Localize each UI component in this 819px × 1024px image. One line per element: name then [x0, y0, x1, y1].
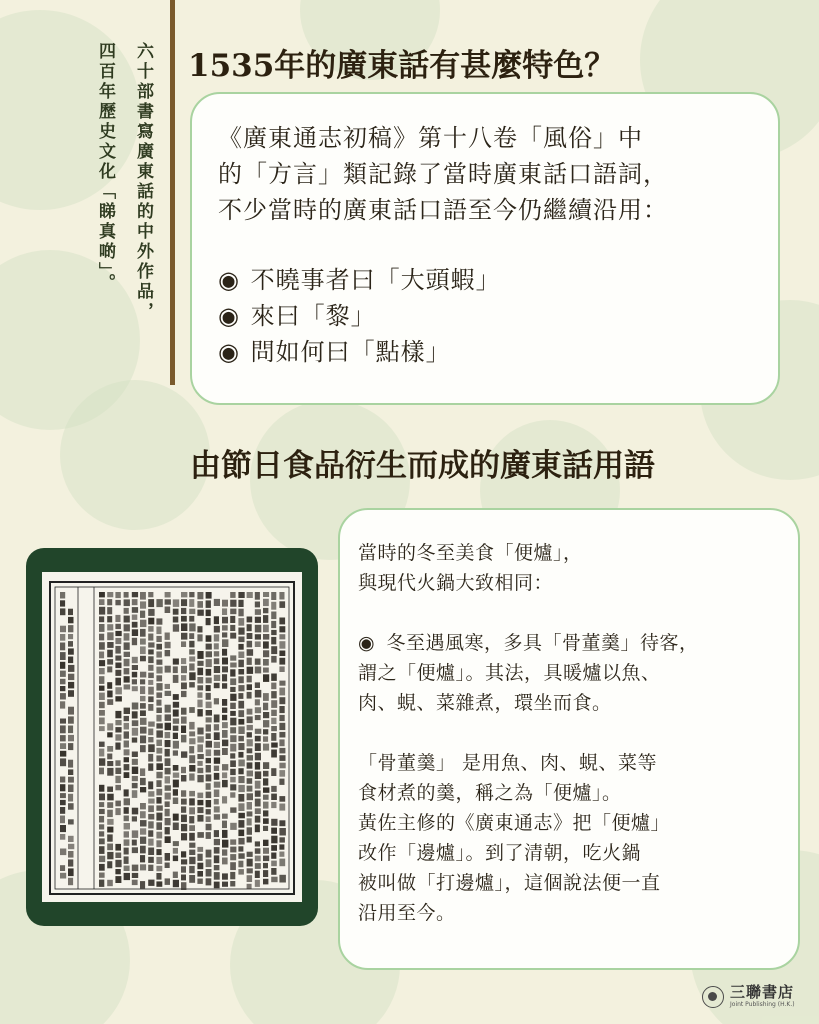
sidebar-tagline-column-2: 四百年歷史文化「睇真啲」。: [95, 42, 115, 294]
bullet-icon: ◉: [218, 302, 240, 330]
section-1-title: 1535年的廣東話有甚麼特色？: [188, 48, 616, 84]
bullet-item: [218, 334, 758, 370]
bullet-text: 問如何曰「點樣」: [250, 338, 451, 366]
festival-food-card: [338, 508, 800, 970]
quote-line: [358, 628, 788, 658]
section-2-title: 由節日食品衍生而成的廣東話用語: [190, 448, 655, 484]
bullet-icon: ◉: [218, 266, 240, 294]
explanation-line: 食材煮的羹，稱之為「便爐」。: [358, 782, 622, 804]
dialect-card: [190, 92, 780, 405]
intro-line: 《廣東通志初稿》第十八卷「風俗」中: [218, 124, 643, 152]
publisher-logo-icon: [702, 986, 724, 1008]
book-scan-frame: [26, 548, 318, 926]
bullet-text: 來曰「黎」: [250, 302, 376, 330]
vertical-divider: [170, 0, 175, 385]
quote-line: 肉、蜆、菜雜煮，環坐而食。: [358, 692, 612, 714]
bullet-text: 不曉事者曰「大頭蝦」: [250, 266, 501, 294]
bullet-item: [218, 298, 758, 334]
quote-text: 冬至遇風寒，多具「骨董羹」待客，: [386, 632, 699, 654]
explanation-line: 「骨董羹」 是用魚、肉、蜆、菜等: [358, 752, 658, 774]
explanation-line: 沿用至今。: [358, 902, 456, 924]
intro-line: 與現代火鍋大致相同：: [358, 572, 554, 594]
publisher-name-en: Joint Publishing (H.K.): [730, 1001, 795, 1008]
publisher-name-cn: 三聯書店: [730, 983, 795, 1001]
bullet-icon: ◉: [358, 632, 376, 654]
publisher-logo: [702, 985, 795, 1008]
intro-line: 的「方言」類記錄了當時廣東話口語詞，: [218, 160, 668, 188]
book-scan-image: [42, 572, 302, 902]
explanation-line: 黃佐主修的《廣東通志》把「便爐」: [358, 812, 671, 834]
intro-line: 不少當時的廣東話口語至今仍繼續沿用：: [218, 196, 668, 224]
explanation-line: 被叫做「打邊爐」，這個說法便一直: [358, 872, 661, 894]
sidebar-tagline-column-1: 六十部書寫廣東話的中外作品，: [133, 42, 153, 322]
bullet-icon: ◉: [218, 338, 240, 366]
explanation-line: 改作「邊爐」。到了清朝，吃火鍋: [358, 842, 642, 864]
bullet-item: [218, 262, 758, 298]
quote-line: 謂之「便爐」。其法，具暖爐以魚、: [358, 662, 661, 684]
intro-line: 當時的冬至美食「便爐」，: [358, 542, 583, 564]
